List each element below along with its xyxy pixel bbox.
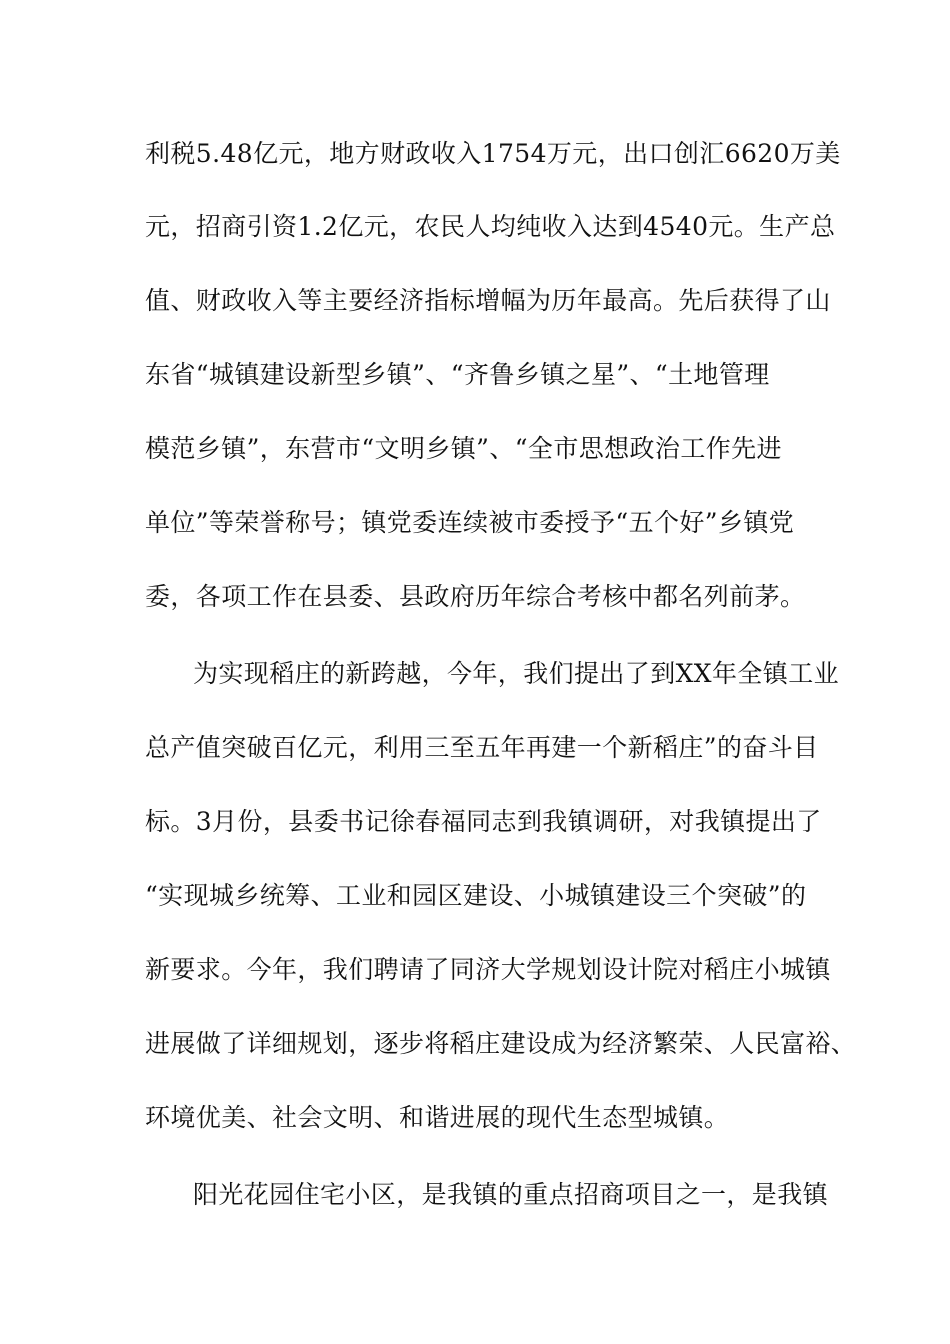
text-line: 总产值突破百亿元，利用三至五年再建一个新稻庄”的奋斗目 bbox=[145, 733, 819, 762]
text-line: 模范乡镇”，东营市“文明乡镇”、“全市思想政治工作先进 bbox=[145, 434, 782, 463]
paragraph-start-line: 阳光花园住宅小区，是我镇的重点招商项目之一，是我镇 bbox=[193, 1180, 829, 1209]
paragraph-start-line: 为实现稻庄的新跨越，今年，我们提出了到XX年全镇工业 bbox=[193, 659, 839, 688]
text-line: 进展做了详细规划，逐步将稻庄建设成为经济繁荣、人民富裕、 bbox=[145, 1029, 857, 1058]
text-line: 新要求。今年，我们聘请了同济大学规划设计院对稻庄小城镇 bbox=[145, 955, 831, 984]
text-line: 委，各项工作在县委、县政府历年综合考核中都名列前茅。 bbox=[145, 582, 806, 611]
text-line: 东省“城镇建设新型乡镇”、“齐鲁乡镇之星”、“土地管理 bbox=[145, 360, 770, 389]
text-line: 标。3月份，县委书记徐春福同志到我镇调研，对我镇提出了 bbox=[145, 807, 822, 836]
text-line: 值、财政收入等主要经济指标增幅为历年最高。先后获得了山 bbox=[145, 286, 831, 315]
text-line: 单位”等荣誉称号；镇党委连续被市委授予“五个好”乡镇党 bbox=[145, 508, 795, 537]
text-line: “实现城乡统筹、工业和园区建设、小城镇建设三个突破”的 bbox=[145, 881, 807, 910]
text-line: 环境优美、社会文明、和谐进展的现代生态型城镇。 bbox=[145, 1103, 730, 1132]
text-line: 元，招商引资1.2亿元，农民人均纯收入达到4540元。生产总 bbox=[145, 212, 836, 241]
text-line: 利税5.48亿元，地方财政收入1754万元，出口创汇6620万美 bbox=[145, 139, 841, 168]
